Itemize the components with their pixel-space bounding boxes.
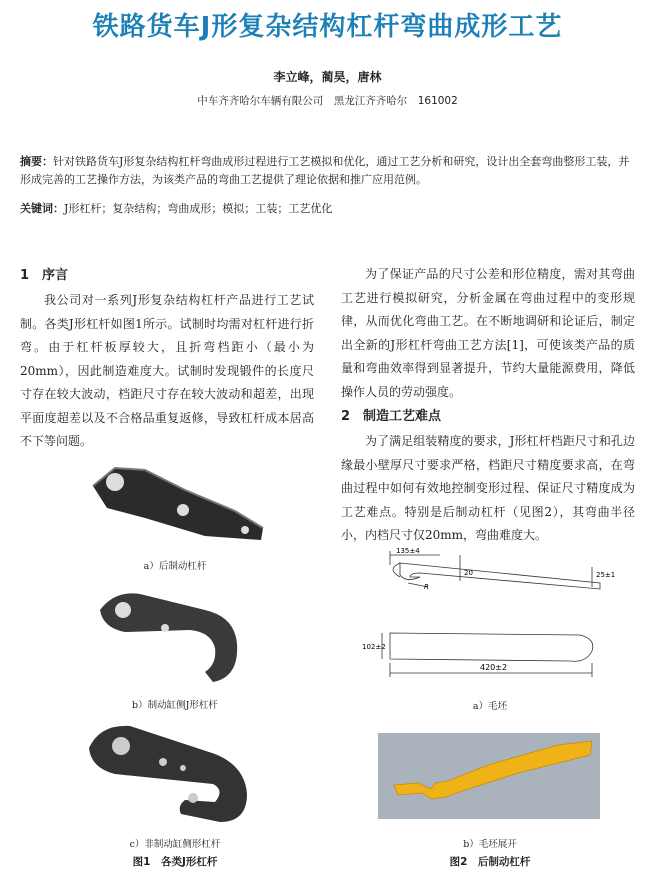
dim-420: 420±2 [480, 663, 508, 672]
keywords [20, 200, 635, 216]
abstract [20, 153, 635, 189]
figure-2b-caption: b）毛坯展开 [463, 839, 517, 850]
figure-1-title: 图1 各类J形杠杆 [132, 856, 218, 868]
dim-25: 25±1 [596, 571, 616, 579]
figure-2a-caption: a）毛坯 [472, 701, 508, 712]
section-2-paragraph: 为了满足组装精度的要求，J形杠杆档距尺寸和孔边缘最小壁厚尺寸要求严格，档距尺寸精度要求高，在弯曲过程中如何有效地控制变形过程、保证尺寸精度成为工艺难点。特别是后制动杠杆（见图2），其弯曲半径小，内档尺寸仅20mm，弯曲难度大。 [341, 434, 635, 542]
figure-2a-drawing [360, 545, 630, 697]
figure-1a-caption: a）后制动杠杆 [143, 561, 207, 572]
figure-2b-render [378, 733, 600, 819]
dim-135: 135±4 [396, 547, 420, 555]
article-title: 铁路货车J形复杂结构杠杆弯曲成形工艺 [92, 12, 563, 42]
figure-1b-lever-image [95, 582, 245, 687]
abstract-label: 摘要： [20, 155, 53, 168]
dim-20: 20 [464, 569, 473, 577]
abstract-text: 针对铁路货车J形复杂结构杠杆弯曲成形过程进行工艺模拟和优化，通过工艺分析和研究，设计出全套弯曲整形工装，并形成完善的工艺操作方法，为该类产品的弯曲工艺提供了理论依据和推广应用范例。 [20, 155, 630, 186]
section-2-heading: 2 制造工艺难点 [341, 409, 442, 424]
section-1-heading: 1 序言 [20, 268, 69, 283]
figure-1c-lever-image [85, 718, 255, 828]
figure-1c-caption: c）非制动缸侧形杠杆 [129, 839, 221, 850]
affiliation: 中车齐齐哈尔车辆有限公司 黑龙江齐齐哈尔 161002 [197, 95, 458, 107]
section-1-paragraph: 我公司对一系列J形复杂结构杠杆产品进行工艺试制。各类J形杠杆如图1所示。试制时均需对杠杆进行折弯。由于杠杆板厚较大，且折弯档距小（最小为20mm），因此制造难度大。试制时发现锻件的长度尺寸存在较大波动，档距尺寸存在较大波动和超差，出现平面度超差以及不合格品重复返修，导致杠杆成本居高不下等问题。 [20, 293, 314, 448]
right-column-paragraph: 为了保证产品的尺寸公差和形位精度，需对其弯曲工艺进行模拟研究，分析金属在弯曲过程中的变形规律，从而优化弯曲工艺。在不断地调研和论证后，制定出全新的J形杠杆弯曲工艺方法[1]，可使该类产品的质量和弯曲效率得到显著提升，节约大量能源费用，降低操作人员的劳动强度。 [341, 267, 635, 399]
dim-102: 102±2 [362, 643, 386, 651]
authors: 李立峰，蔺昊，唐林 [273, 70, 382, 84]
keywords-label: 关键词： [20, 202, 64, 215]
dim-R: R [424, 583, 429, 591]
keywords-text: J形杠杆；复杂结构；弯曲成形；模拟；工装；工艺优化 [64, 202, 333, 215]
figure-2-title: 图2 后制动杠杆 [449, 856, 531, 868]
figure-1b-caption: b）制动缸侧J形杠杆 [132, 700, 218, 711]
figure-1a-lever-image [85, 456, 270, 556]
